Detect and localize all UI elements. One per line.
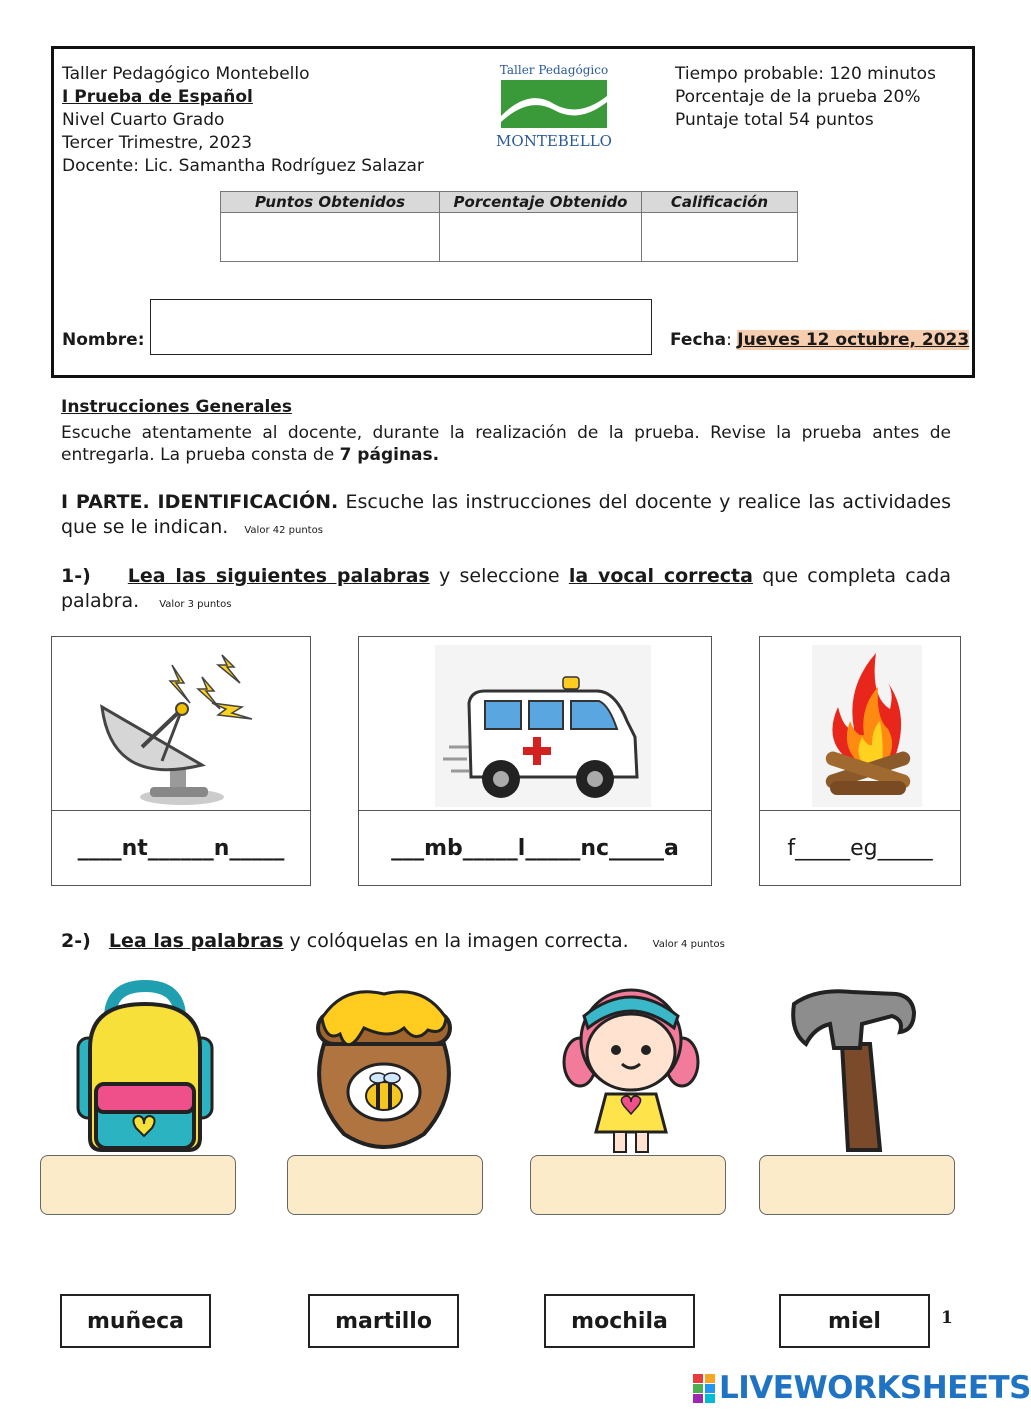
ex1-card-ambulance [358, 636, 712, 886]
name-label: Nombre: [62, 330, 145, 350]
school-name: Taller Pedagógico Montebello [62, 64, 310, 84]
logo-top-text: Taller Pedagógico [499, 63, 609, 77]
ex1-card-satellite [51, 636, 311, 886]
test-meta [675, 63, 936, 132]
header-box [51, 46, 975, 378]
level: Nivel Cuarto Grado [62, 110, 225, 130]
score-cell-percent [440, 213, 642, 262]
score-header-grade: Calificación [642, 192, 798, 213]
ex2-prompt: 2-) Lea las palabras y colóquelas en la imagen correcta. Valor 4 puntos [61, 930, 725, 952]
date-value: Jueves 12 octubre, 2023 [737, 330, 970, 350]
backpack-icon [70, 978, 220, 1158]
date-label: Fecha [670, 330, 727, 350]
word-card-4[interactable]: miel [779, 1294, 930, 1348]
school-logo [494, 63, 614, 155]
part1-title: I PARTE. IDENTIFICACIÓN. [61, 491, 339, 513]
ambulance-icon [359, 637, 711, 811]
ex1-word-3[interactable]: f_____eg_____ [787, 835, 933, 861]
score-table [220, 191, 798, 262]
honey-pot-icon [318, 992, 450, 1147]
percentage: Porcentaje de la prueba 20% [675, 87, 921, 107]
time: Tiempo probable: 120 minutos [675, 64, 936, 84]
score-cell-points [221, 213, 440, 262]
word-card-2[interactable]: martillo [308, 1294, 459, 1348]
date-field: Fecha: Jueves 12 octubre, 2023 [670, 330, 970, 350]
logo-bottom-text: MONTEBELLO [496, 132, 612, 150]
score-header-points: Puntos Obtenidos [221, 192, 440, 213]
drop-zone-3[interactable] [530, 1155, 726, 1215]
satellite-dish-icon [52, 637, 310, 811]
liveworksheets-logo-icon [693, 1374, 717, 1404]
ex1-number: 1-) [61, 565, 91, 587]
score-header-percent: Porcentaje Obtenido [440, 192, 642, 213]
teacher: Docente: Lic. Samantha Rodríguez Salazar [62, 156, 424, 176]
page-number: 1 [941, 1308, 953, 1328]
drop-zone-4[interactable] [759, 1155, 955, 1215]
ex2-number: 2-) [61, 930, 91, 952]
name-input[interactable] [150, 299, 652, 355]
footer-brand [693, 1370, 1031, 1406]
hammer-icon [786, 984, 926, 1154]
part1-intro: I PARTE. IDENTIFICACIÓN. Escuche las instrucciones del docente y realice las actividades que se le indican. Valor 42 puntos [61, 491, 951, 538]
ex1-card-fire [759, 636, 961, 886]
part1-value: Valor 42 puntos [244, 525, 323, 536]
ex1-value: Valor 3 puntos [159, 599, 232, 610]
drop-zone-1[interactable] [40, 1155, 236, 1215]
total-points: Puntaje total 54 puntos [675, 110, 874, 130]
test-title: I Prueba de Español [62, 87, 253, 107]
term: Tercer Trimestre, 2023 [62, 133, 253, 153]
word-card-3[interactable]: mochila [544, 1294, 695, 1348]
ex1-word-2[interactable]: ___mb_____l_____nc_____a [391, 835, 679, 861]
footer-text: LIVEWORKSHEETS [719, 1370, 1031, 1406]
header-info [62, 63, 424, 178]
logo-mountain-icon [499, 78, 609, 130]
ex1-word-1[interactable]: ____nt______n_____ [77, 835, 285, 861]
doll-icon [556, 976, 706, 1156]
drop-zone-2[interactable] [287, 1155, 483, 1215]
instructions-title: Instrucciones Generales [61, 397, 292, 417]
word-card-1[interactable]: muñeca [60, 1294, 211, 1348]
instructions-text: Escuche atentamente al docente, durante la realización de la prueba. Revise la prueba antes de entregarla. La prueba consta de 7 páginas. [61, 423, 951, 465]
campfire-icon [760, 637, 960, 811]
ex2-value: Valor 4 puntos [652, 939, 725, 950]
score-cell-grade [642, 213, 798, 262]
ex1-prompt: 1-) Lea las siguientes palabras y seleccione la vocal correcta que completa cada palabra. Valor 3 puntos [61, 565, 952, 612]
